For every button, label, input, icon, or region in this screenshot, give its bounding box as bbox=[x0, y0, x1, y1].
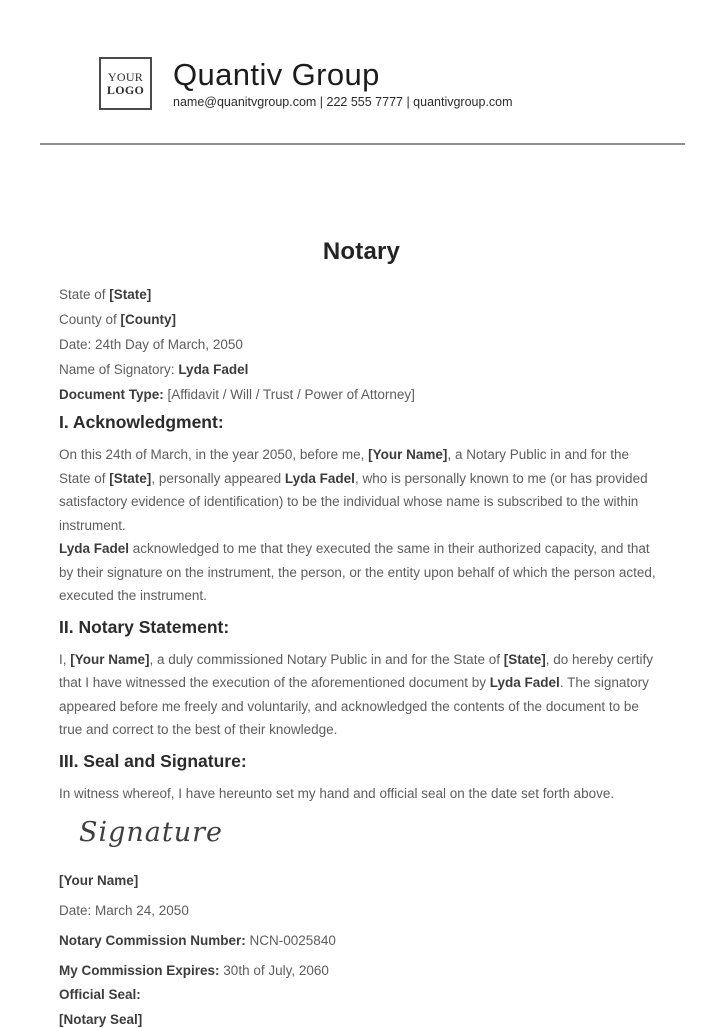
bold-text: Document Type: bbox=[59, 387, 164, 402]
footer-lines bbox=[59, 872, 664, 1028]
bold-text: Official Seal: bbox=[59, 987, 141, 1002]
text: State of bbox=[59, 287, 110, 302]
bold-text: [Your Name] bbox=[70, 651, 150, 667]
text: [Affidavit / Will / Trust / Power of Attorney] bbox=[163, 387, 415, 402]
footer-line bbox=[59, 986, 664, 1003]
bold-text: [State] bbox=[109, 287, 152, 302]
document-body bbox=[0, 238, 723, 1028]
bold-text: [Notary Seal] bbox=[59, 1012, 143, 1027]
text: acknowledged to me that they executed the same in their authorized capacity, and that by their signature on the instrument, the person, or the entity upon behalf of which the person acted, executed the instrument. bbox=[59, 541, 656, 603]
bold-text: My Commission Expires: bbox=[59, 963, 220, 978]
text: , personally appeared bbox=[151, 470, 285, 486]
meta-line bbox=[59, 361, 664, 378]
footer-line bbox=[59, 932, 664, 949]
header-divider bbox=[40, 143, 685, 145]
bold-text: [Your Name] bbox=[59, 873, 139, 888]
company-contact-line: name@quanitvgroup.com | 222 555 7777 | quantivgroup.com bbox=[173, 95, 513, 109]
text: , a Notary Public in and for the State of bbox=[59, 447, 630, 486]
bold-text: [State] bbox=[503, 651, 546, 667]
text: , a duly commissioned Notary Public in and for the State of bbox=[149, 651, 504, 667]
text: NCN-0025840 bbox=[245, 933, 336, 948]
company-logo-placeholder bbox=[99, 57, 152, 110]
meta-line bbox=[59, 336, 664, 353]
paragraph bbox=[59, 782, 664, 806]
footer-line bbox=[59, 872, 664, 889]
text: In witness whereof, I have hereunto set my hand and official seal on the date set forth above. bbox=[59, 785, 615, 801]
footer-line bbox=[59, 962, 664, 979]
bold-text: [State] bbox=[109, 470, 152, 486]
document-title: Notary bbox=[322, 238, 401, 265]
meta-lines bbox=[59, 286, 664, 403]
text: I, bbox=[59, 651, 71, 667]
bold-text: Lyda Fadel bbox=[284, 470, 355, 486]
text: Date: March 24, 2050 bbox=[59, 903, 189, 918]
bold-text: Lyda Fadel bbox=[59, 541, 130, 556]
text: , who is personally known to me (or has provided satisfactory evidence of identification) to be the individual whose name is subscribed to the within instrument. bbox=[59, 470, 648, 533]
bold-text: Notary Commission Number: bbox=[59, 933, 246, 948]
meta-line bbox=[59, 286, 664, 303]
footer-line bbox=[59, 1011, 664, 1028]
logo-text-your: YOUR bbox=[107, 69, 144, 84]
text: 30th of July, 2060 bbox=[219, 963, 329, 978]
text: On this 24th of March, in the year 2050, before me, bbox=[59, 447, 369, 462]
meta-line bbox=[59, 311, 664, 328]
text: Date: 24th Day of March, 2050 bbox=[59, 337, 243, 352]
bold-text: [County] bbox=[120, 312, 177, 327]
letterhead bbox=[0, 0, 723, 110]
section-heading: III. Seal and Signature: bbox=[59, 750, 247, 771]
paragraph bbox=[59, 537, 664, 608]
footer-line bbox=[59, 902, 664, 919]
paragraph bbox=[59, 648, 664, 742]
paragraph bbox=[59, 443, 664, 537]
text: , do hereby certify that I have witnessed the execution of the aforementioned document by bbox=[59, 651, 654, 690]
text: County of bbox=[59, 312, 121, 327]
bold-text: Lyda Fadel bbox=[489, 675, 560, 690]
sections bbox=[59, 412, 664, 805]
bold-text: Lyda Fadel bbox=[178, 362, 249, 377]
text: Name of Signatory: bbox=[59, 362, 179, 377]
section-heading: II. Notary Statement: bbox=[59, 616, 230, 637]
company-name: Quantiv Group bbox=[173, 57, 380, 92]
section-heading: I. Acknowledgment: bbox=[59, 412, 224, 432]
signature-script: Signature bbox=[79, 817, 224, 848]
brand-block bbox=[173, 57, 513, 109]
bold-text: [Your Name] bbox=[368, 447, 448, 462]
text: . The signatory appeared before me freely and voluntarily, and acknowledged the contents of the document to be true and correct to the best of their knowledge. bbox=[59, 675, 649, 737]
logo-text-logo: LOGO bbox=[106, 82, 145, 97]
meta-line bbox=[59, 386, 664, 403]
